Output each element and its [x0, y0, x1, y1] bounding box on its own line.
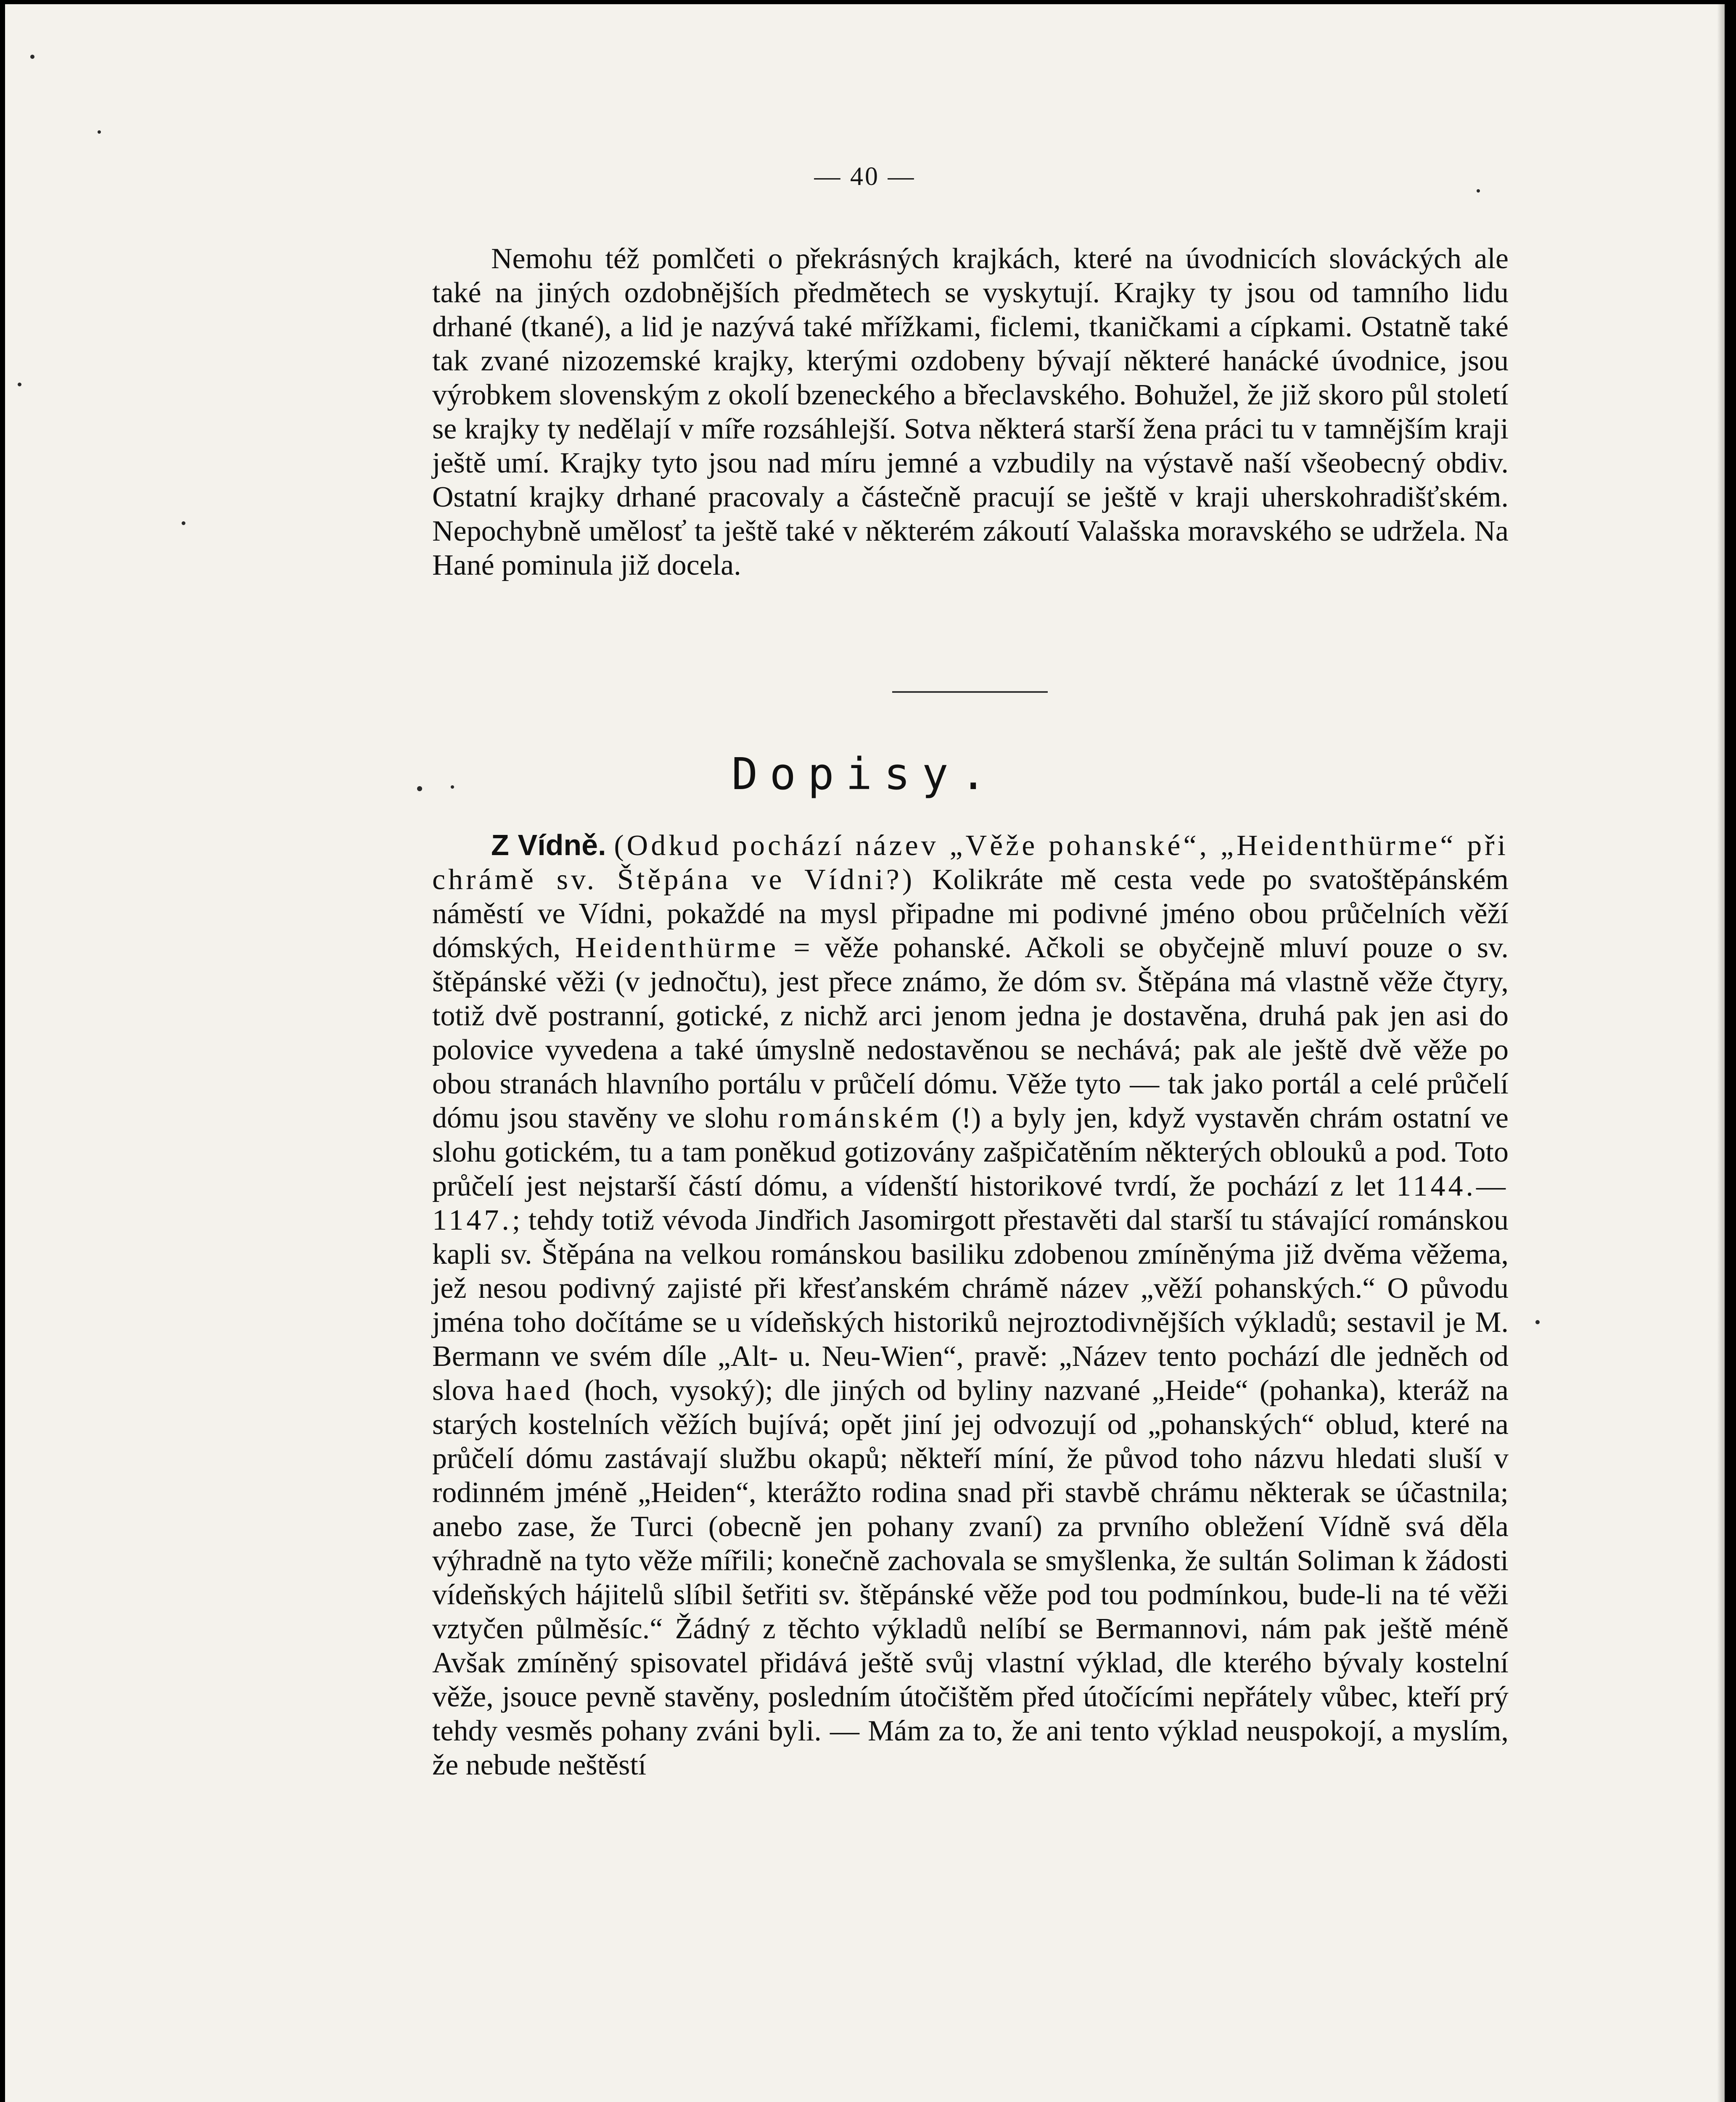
term-heidenthurme: Heidenthürme — [575, 932, 779, 964]
intro-column — [432, 242, 1509, 582]
page-number: — 40 — — [814, 162, 916, 191]
document-page — [5, 4, 1725, 2102]
intro-paragraph: Nemohu též pomlčeti o překrásných krajkách, které na úvodnicích slováckých ale také na jiných ozdobnějších předmětech se vyskytují. Krajky ty jsou od tamního lidu drhané (tkané), a lid je nazývá také mřížkami, ficlemi, tkaničkami a cípkami. Ostatně také tak zvané nizozemské krajky, kterými ozdobeny bývají některé hanácké úvodnice, jsou výrobkem slovenským z okolí bzeneckého a břeclavského. Bohužel, že již skoro půl století se krajky ty nedělají v míře rozsáhlejší. Sotva některá starší žena práci tu v tamnějším kraji ještě umí. Krajky tyto jsou nad míru jemné a vzbudily na výstavě naší všeobecný obdiv. Ostatní krajky drhané pracovaly a částečně pracují se ještě v kraji uherskohradišťském. Nepochybně umělosť ta ještě také v některém zákoutí Valašska moravského se udržela. Na Hané pominula již docela. — [432, 243, 1509, 581]
term-years: 1144.—1147. — [432, 1170, 1509, 1236]
letter-text-3: (!) a byly jen, když vystavěn chrám ostatní ve slohu gotickém, tu a tam poněkud gotizovány zašpičatěním některých oblouků a pod. Toto průčelí jest nejstarší částí dómu, a vídenští historikové tvrdí, že pochází z let — [432, 1102, 1509, 1202]
letter-text-5: (hoch, vysoký); dle jiných od byliny nazvané „Heide“ (pohanka), kteráž na starých kostelních věžích bujívá; opět jiní jej odvozují od „pohanských“ oblud, které na průčelí dómu zastávají službu okapů; někteří míní, že původ toho názvu hledati sluší v rodinném jméně „Heiden“, kterážto rodina snad při stavbě chrámu některak se účastnila; anebo zase, že Turci (obecně jen pohany zvaní) za prvního obležení Vídně svá děla výhradně na tyto věže mířili; konečně zachovala se smyšlenka, že sultán Soliman k žádosti vídeňských hájitelů slíbil šetřiti sv. štěpánské věže pod tou podmínkou, bude-li na té věži vztyčen půlměsíc.“ Žádný z těchto výkladů nelíbí se Bermannovi, nám pak ještě méně Avšak zmíněný spisovatel přidává ještě svůj vlastní výklad, dle kterého bývaly kostelní věže, jsouce pevně stavěny, posledním útočištěm před útočícími nepřátely vůbec, kteří prý tehdy vesměs pohany zváni byli. — Mám za to, že ani tento výklad neuspokojí, a myslím, že nebude neštěstí — [432, 1374, 1509, 1781]
letter-text-4: ; tehdy totiž vévoda Jindřich Jasomirgott přestavěti dal starší tu stávající románskou kapli sv. Štěpána na velkou románskou basiliku zdobenou zmíněnýma již dvěma věžema, jež nesou podivný zajisté při křesťanském chrámě název „věží pohanských.“ O původu jména toho dočítáme se u vídeňských historiků nejroztodivnějších výkladů; sestavil je M. Bermann ve svém díle „Alt- u. Neu-Wien“, pravě: „Název tento pochází dle jedněch od slova — [432, 1204, 1509, 1407]
term-haed: haed — [505, 1374, 573, 1407]
scan-speck — [1535, 1320, 1540, 1324]
scan-speck — [98, 130, 101, 134]
page-edge-shadow — [1717, 4, 1725, 2102]
letter-text-1: Kolikráte mě cesta vede po svatoštěpánském náměstí ve Vídni, pokaždé na mysl připadne mi podivné jméno obou průčelních věží dómských, — [432, 864, 1509, 964]
scan-speck — [182, 521, 185, 525]
letter-paragraph — [432, 828, 1509, 1782]
section-title: Dopisy. — [731, 748, 999, 800]
letter-column — [432, 828, 1509, 1782]
letter-place: Z Vídně. — [491, 829, 606, 861]
scan-speck — [30, 55, 34, 59]
letter-text-2: = věže pohanské. Ačkoli se obyčejně mluví pouze o sv. štěpánské věži (v jednočtu), jest přece známo, že dóm sv. Štěpána má vlastně věže čtyry, totiž dvě postranní, gotické, z nichž arci jenom jedna je dostavěna, druhá pak jen asi do polovice vyvedena a také úmyslně nedostavěnou se nechává; pak ale ještě dvě věže po obou stranách hlavního portálu v průčelí dómu. Věže tyto — tak jako portál a celé průčelí dómu jsou stavěny ve slohu — [432, 932, 1509, 1134]
letter-title: (Odkud pochází název „Věže pohanské“, „Heidenthürme“ při chrámě sv. Štěpána ve Vídni?) — [432, 829, 1509, 896]
scan-speck — [18, 383, 21, 386]
section-divider — [892, 691, 1048, 693]
term-romanskem: románském — [778, 1102, 942, 1134]
